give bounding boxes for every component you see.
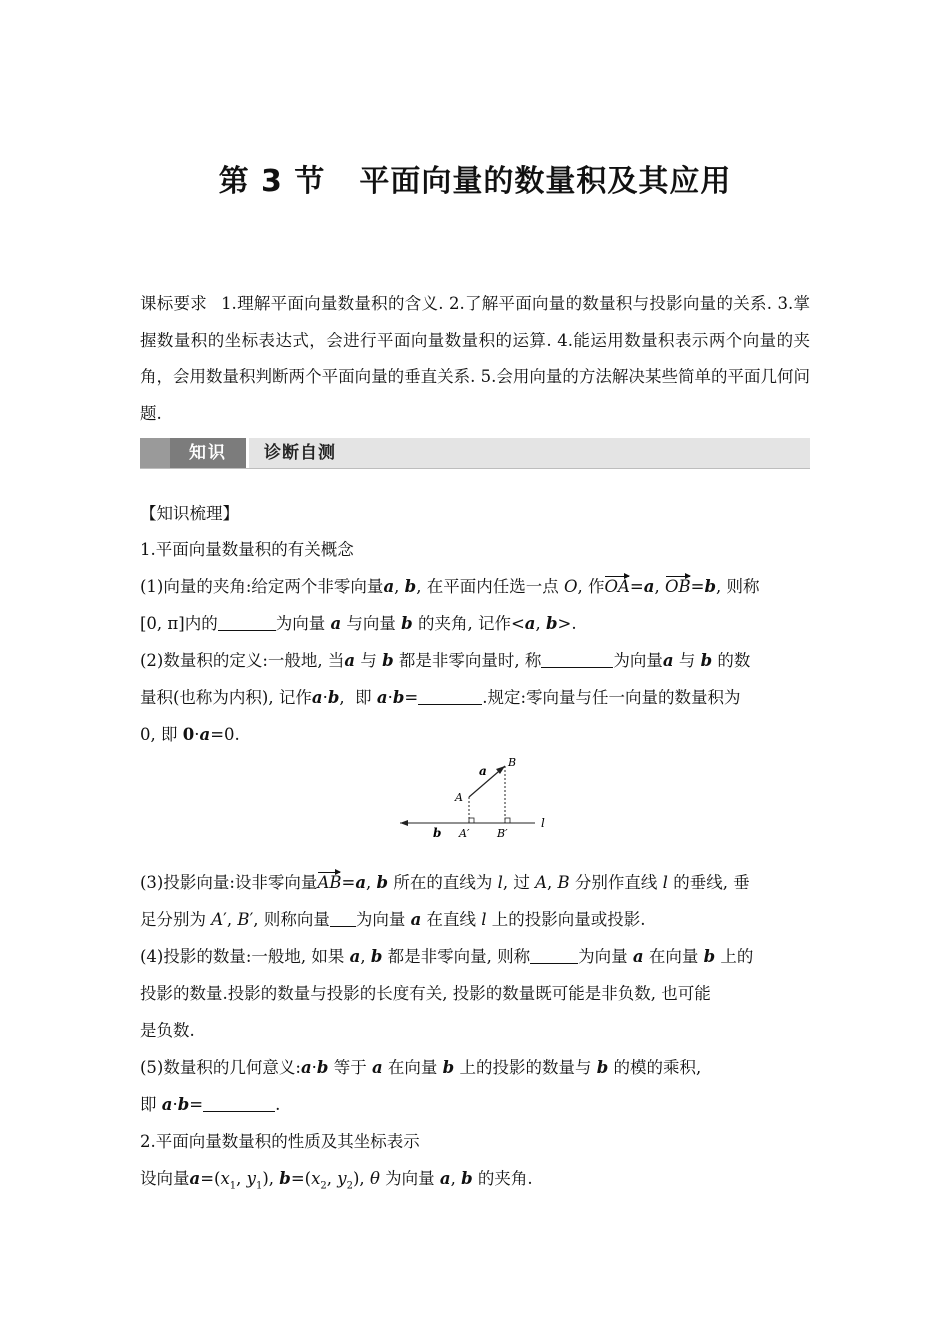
blank-4[interactable]	[330, 910, 356, 927]
blank-1[interactable]	[218, 614, 276, 631]
item-2-line-1: (2)数量积的定义:一般地, 当a 与 b 都是非零向量时, 称 为向量a 与 b 的数	[140, 651, 751, 670]
item-4-line-1: (4)投影的数量:一般地, 如果 a, b 都是非零向量, 则称 为向量 a 在向量 b 上的	[140, 947, 754, 966]
item-1-line-1: (1)向量的夹角:给定两个非零向量a, b, 在平面内任选一点 O, 作OA=a, OB=b, 则称	[140, 577, 760, 596]
requirements-lead: 课标要求	[140, 294, 208, 313]
label-A: A	[455, 791, 463, 804]
vector-b-arrowhead	[400, 820, 408, 826]
requirements-text: 1.理解平面向量数量积的含义. 2.了解平面向量的数量积与投影向量的关系. 3.掌握数量积的坐标表达式，会进行平面向量数量积的运算. 4.能运用数量积表示两个向量的夹角，会用数量积判断两个平面向量的垂直关系. 5.会用向量的方法解决某些简单的平面几何问题.	[140, 294, 810, 423]
item-4-line-3: 是负数.	[140, 1021, 195, 1040]
item-5-line-2: 即 a·b= .	[140, 1095, 281, 1114]
banner-separator	[246, 438, 249, 468]
item-1-line-2: [0, π]内的 为向量 a 与向量 b 的夹角, 记作<a, b>.	[140, 614, 577, 633]
blank-5[interactable]	[530, 947, 578, 964]
banner-label: 诊断自测	[264, 443, 336, 463]
setup-line: 设向量$a=(x_1$, $y_1$), $b=(x_2$, $y_2$), θ 为向量 a, b 的夹角.	[140, 1169, 533, 1192]
label-l: l	[541, 816, 545, 830]
blank-6[interactable]	[203, 1095, 275, 1112]
banner-accent	[140, 438, 170, 468]
item-3-line-2: 足分别为 A′, B′, 则称向量 为向量 a 在直线 l 上的投影向量或投影.	[140, 910, 646, 929]
right-angle-B	[505, 818, 510, 823]
label-B: B	[508, 756, 517, 769]
right-angle-A	[469, 818, 474, 823]
label-A-prime: A′	[459, 827, 470, 840]
projection-figure	[395, 755, 555, 845]
curriculum-requirements	[140, 286, 810, 432]
item-3-line-1: (3)投影向量:设非零向量AB=a, b 所在的直线为 l, 过 A, B 分别作直线 l 的垂线, 垂	[140, 873, 750, 892]
item-2-line-3: 0, 即 0·a=0.	[140, 725, 240, 744]
blank-2[interactable]	[541, 651, 613, 668]
section-banner	[140, 438, 810, 469]
page-title	[0, 156, 950, 200]
banner-tag: 知识	[170, 438, 246, 468]
section-number: 第 3 节	[218, 164, 326, 199]
label-B-prime: B′	[497, 827, 508, 840]
heading-2: 2.平面向量数量积的性质及其坐标表示	[140, 1132, 420, 1151]
label-a: a	[479, 764, 487, 778]
item-2-line-2: 量积(也称为内积), 记作a·b, 即 a·b= .规定:零向量与任一向量的数量积为	[140, 688, 741, 707]
section-name: 平面向量的数量积及其应用	[359, 164, 732, 199]
knowledge-heading: 【知识梳理】	[140, 504, 239, 523]
item-5-line-1: (5)数量积的几何意义:a·b 等于 a 在向量 b 上的投影的数量与 b 的模的乘积,	[140, 1058, 702, 1077]
item-4-line-2: 投影的数量.投影的数量与投影的长度有关, 投影的数量既可能是非负数, 也可能	[140, 984, 711, 1003]
heading-1: 1.平面向量数量积的有关概念	[140, 540, 354, 559]
blank-3[interactable]	[418, 688, 482, 705]
label-b: b	[433, 826, 442, 840]
